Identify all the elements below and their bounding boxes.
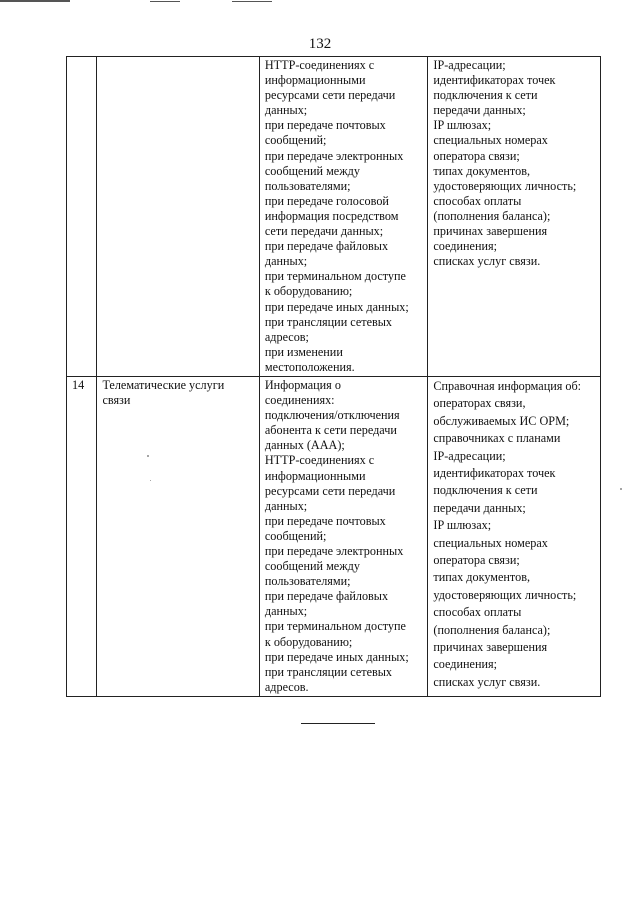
cell-text-line: информационными	[264, 468, 366, 483]
cell-text-line: при передаче иных данных;	[264, 299, 409, 314]
table-row	[67, 376, 601, 696]
scan-edge-mark	[0, 0, 70, 2]
cell-text-line: подключения/отключения	[264, 408, 400, 423]
cell-text-line: соединения;	[433, 239, 497, 254]
cell-text-line: к оборудованию;	[264, 634, 353, 649]
cell-text-line: HTTP-соединениях с	[264, 453, 375, 468]
cell-text-line: Информация о	[264, 377, 341, 392]
cell-text-line: Телематические услуги	[102, 377, 225, 392]
table-row	[67, 57, 601, 377]
cell-text-line: способах оплаты	[433, 193, 522, 208]
cell-text-line: при трансляции сетевых	[264, 664, 393, 679]
cell-text-line: связи	[102, 393, 131, 408]
cell-text-line: списках услуг связи.	[433, 674, 541, 689]
cell-text-line: сообщений между	[264, 163, 360, 178]
cell-text-line: соединениях:	[264, 393, 335, 408]
cell-text-line: сообщений между	[264, 559, 360, 574]
cell-text-line: IP-адресации;	[433, 448, 506, 463]
cell-text-line: ресурсами сети передачи	[264, 483, 396, 498]
cell-text-line: сети передачи данных;	[264, 224, 384, 239]
service-name-cell	[97, 376, 259, 696]
cell-text-line: типах документов,	[433, 570, 530, 585]
cell-text-line: (пополнения баланса);	[433, 208, 551, 223]
cell-text-line: Справочная информация об:	[433, 378, 582, 393]
cell-text-line: при передаче почтовых	[264, 513, 386, 528]
connection-info-cell	[259, 376, 428, 696]
cell-text-line: оператора связи;	[433, 148, 520, 163]
cell-text-line: причинах завершения	[433, 640, 548, 655]
reference-info-cell	[428, 57, 601, 377]
cell-text-line: обслуживаемых ИС ОРМ;	[433, 413, 570, 428]
row-number-cell: 14	[67, 376, 97, 696]
cell-text-line: при терминальном доступе	[264, 619, 406, 634]
cell-text-line: сообщений;	[264, 528, 327, 543]
cell-text-line: IP-адресации;	[433, 58, 506, 72]
cell-text-line: соединения;	[433, 657, 497, 672]
cell-text-line: списках услуг связи.	[433, 254, 541, 269]
cell-text-line: к оборудованию;	[264, 284, 353, 299]
cell-text-line: при изменении	[264, 344, 343, 359]
cell-text-line: удостоверяющих личность;	[433, 178, 577, 193]
cell-text-line: IP шлюзах;	[433, 518, 492, 533]
end-of-document-rule	[301, 723, 375, 724]
cell-text-line: идентификаторах точек	[433, 73, 556, 88]
cell-text-line: при передаче файловых	[264, 239, 389, 254]
scan-speck	[150, 480, 151, 481]
cell-text-line: идентификаторах точек	[433, 466, 556, 480]
cell-text-line: данных;	[264, 103, 308, 118]
cell-text-line: сообщений;	[264, 133, 327, 148]
cell-text-line: справочниках с планами	[433, 431, 561, 446]
cell-text-line: данных (AAA);	[264, 438, 345, 453]
cell-text-line: операторах связи,	[433, 396, 526, 411]
cell-text-line: данных;	[264, 498, 308, 513]
cell-text-line: при терминальном доступе	[264, 269, 406, 284]
scan-edge-mark	[232, 1, 272, 2]
cell-text-line: оператора связи;	[433, 553, 520, 568]
services-table	[66, 56, 601, 697]
cell-text-line: специальных номерах	[433, 535, 548, 550]
cell-text-line: информация посредством	[264, 208, 399, 223]
scan-edge-mark	[150, 1, 180, 2]
cell-text-line: подключения к сети	[433, 483, 538, 498]
cell-text-line: при трансляции сетевых	[264, 314, 393, 329]
cell-text-line: (пополнения баланса);	[433, 622, 551, 637]
cell-text-line: подключения к сети	[433, 88, 538, 103]
cell-text-line: передачи данных;	[433, 103, 526, 118]
scan-speck	[620, 488, 622, 490]
cell-text-line: при передаче почтовых	[264, 118, 386, 133]
cell-text-line: данных;	[264, 604, 308, 619]
cell-text-line: пользователями;	[264, 178, 351, 193]
cell-text-line: передачи данных;	[433, 500, 526, 515]
cell-text-line: информационными	[264, 73, 366, 88]
cell-text-line: при передаче файловых	[264, 589, 389, 604]
service-name-cell	[97, 57, 259, 377]
cell-text-line: местоположения.	[264, 359, 355, 374]
cell-text-line: способах оплаты	[433, 605, 522, 620]
cell-text-line: адресов.	[264, 679, 309, 694]
reference-info-cell	[428, 376, 601, 696]
cell-text-line: при передаче иных данных;	[264, 649, 409, 664]
cell-text-line: при передаче голосовой	[264, 193, 389, 208]
cell-text-line: абонента к сети передачи	[264, 423, 397, 438]
cell-text-line: ресурсами сети передачи	[264, 88, 396, 103]
cell-text-line: при передаче электронных	[264, 148, 404, 163]
cell-text-line: удостоверяющих личность;	[433, 587, 577, 602]
cell-text-line: при передаче электронных	[264, 544, 404, 558]
cell-text-line: причинах завершения	[433, 224, 548, 239]
cell-text-line: HTTP-соединениях с	[264, 58, 375, 72]
cell-text-line: типах документов,	[433, 163, 530, 178]
connection-info-cell	[259, 57, 428, 377]
cell-text-line: адресов;	[264, 329, 309, 344]
cell-text-line: пользователями;	[264, 574, 351, 589]
scan-speck	[147, 455, 149, 457]
cell-text-line: IP шлюзах;	[433, 118, 492, 133]
row-number-cell	[67, 57, 97, 377]
cell-text-line: специальных номерах	[433, 133, 548, 148]
cell-text-line: данных;	[264, 254, 308, 269]
page-number: 132	[308, 36, 332, 52]
